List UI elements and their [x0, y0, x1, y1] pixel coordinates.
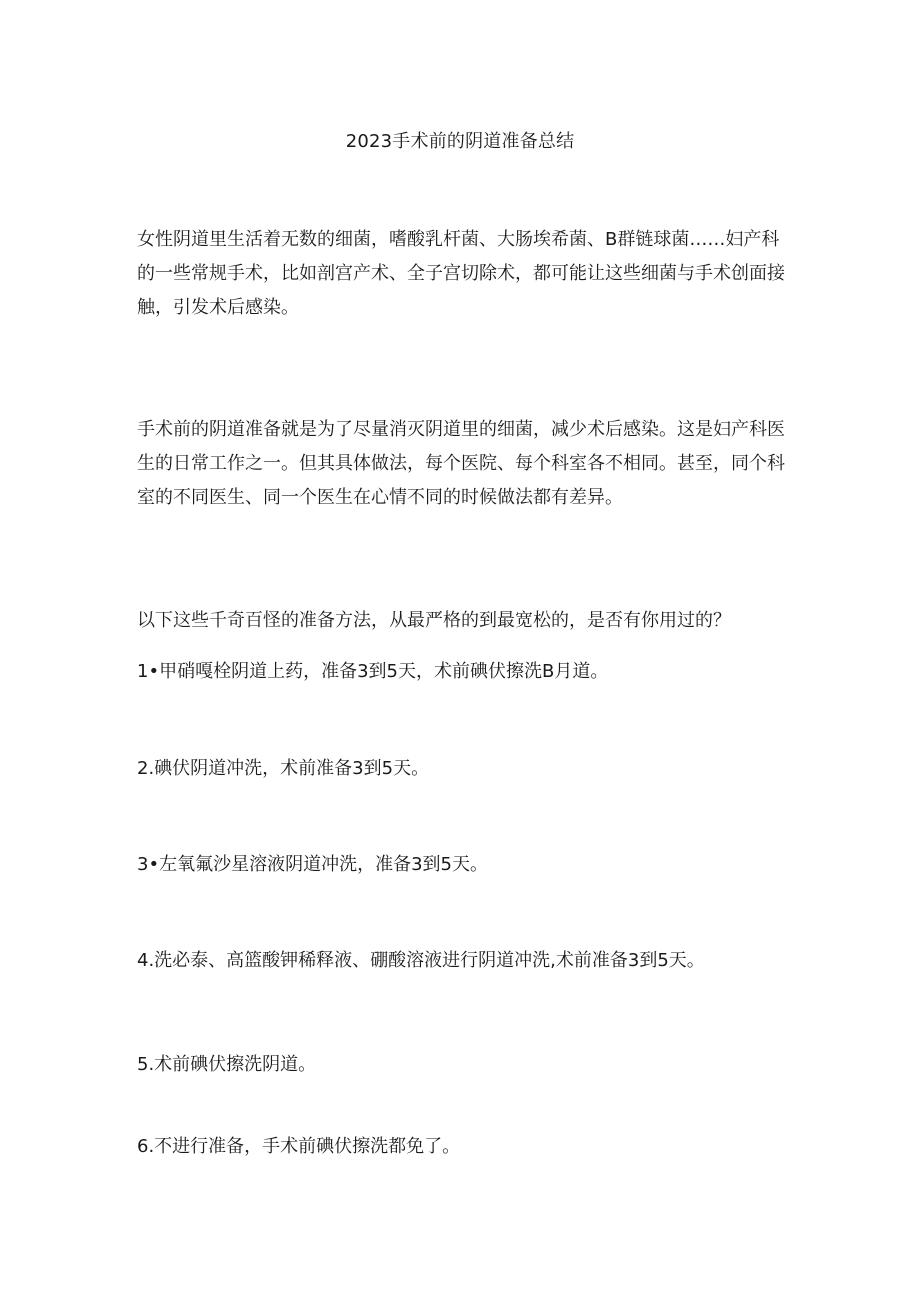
list-item: 2.碘伏阴道冲洗，术前准备3到5天。 [137, 758, 430, 779]
list-item: 4.洗必泰、高篮酸钾稀释液、硼酸溶液进行阴道冲洗,术前准备3到5天。 [137, 950, 705, 971]
paragraph-bacteria-intro: 女性阴道里生活着无数的细菌，嗜酸乳杆菌、大肠埃希菌、B群链球菌……妇产科的一些常规手术，比如剖宫产术、全子宫切除术，都可能让这些细菌与手术创面接触，引发术后感染。 [137, 229, 785, 318]
paragraph-methods-intro: 以下这些千奇百怪的准备方法，从最严格的到最宽松的，是否有你用过的？ [137, 610, 731, 631]
paragraph-preparation-purpose: 手术前的阴道准备就是为了尽量消灭阴道里的细菌，减少术后感染。这是妇产科医生的日常工作之一。但其具体做法，每个医院、每个科室各不相同。甚至，同个科室的不同医生、同一个医生在心情不同的时候做法都有差异。 [137, 419, 785, 508]
document-title: 2023手术前的阴道准备总结 [345, 131, 575, 152]
list-item: 6.不进行准备，手术前碘伏擦洗都免了。 [137, 1136, 461, 1157]
list-item: 5.术前碘伏擦洗阴道。 [137, 1054, 317, 1075]
list-item: 3•左氧氟沙星溶液阴道冲洗，准备3到5天。 [137, 854, 488, 875]
list-item: 1•甲硝嘎栓阴道上药，准备3到5天，术前碘伏擦洗B月道。 [137, 661, 609, 682]
